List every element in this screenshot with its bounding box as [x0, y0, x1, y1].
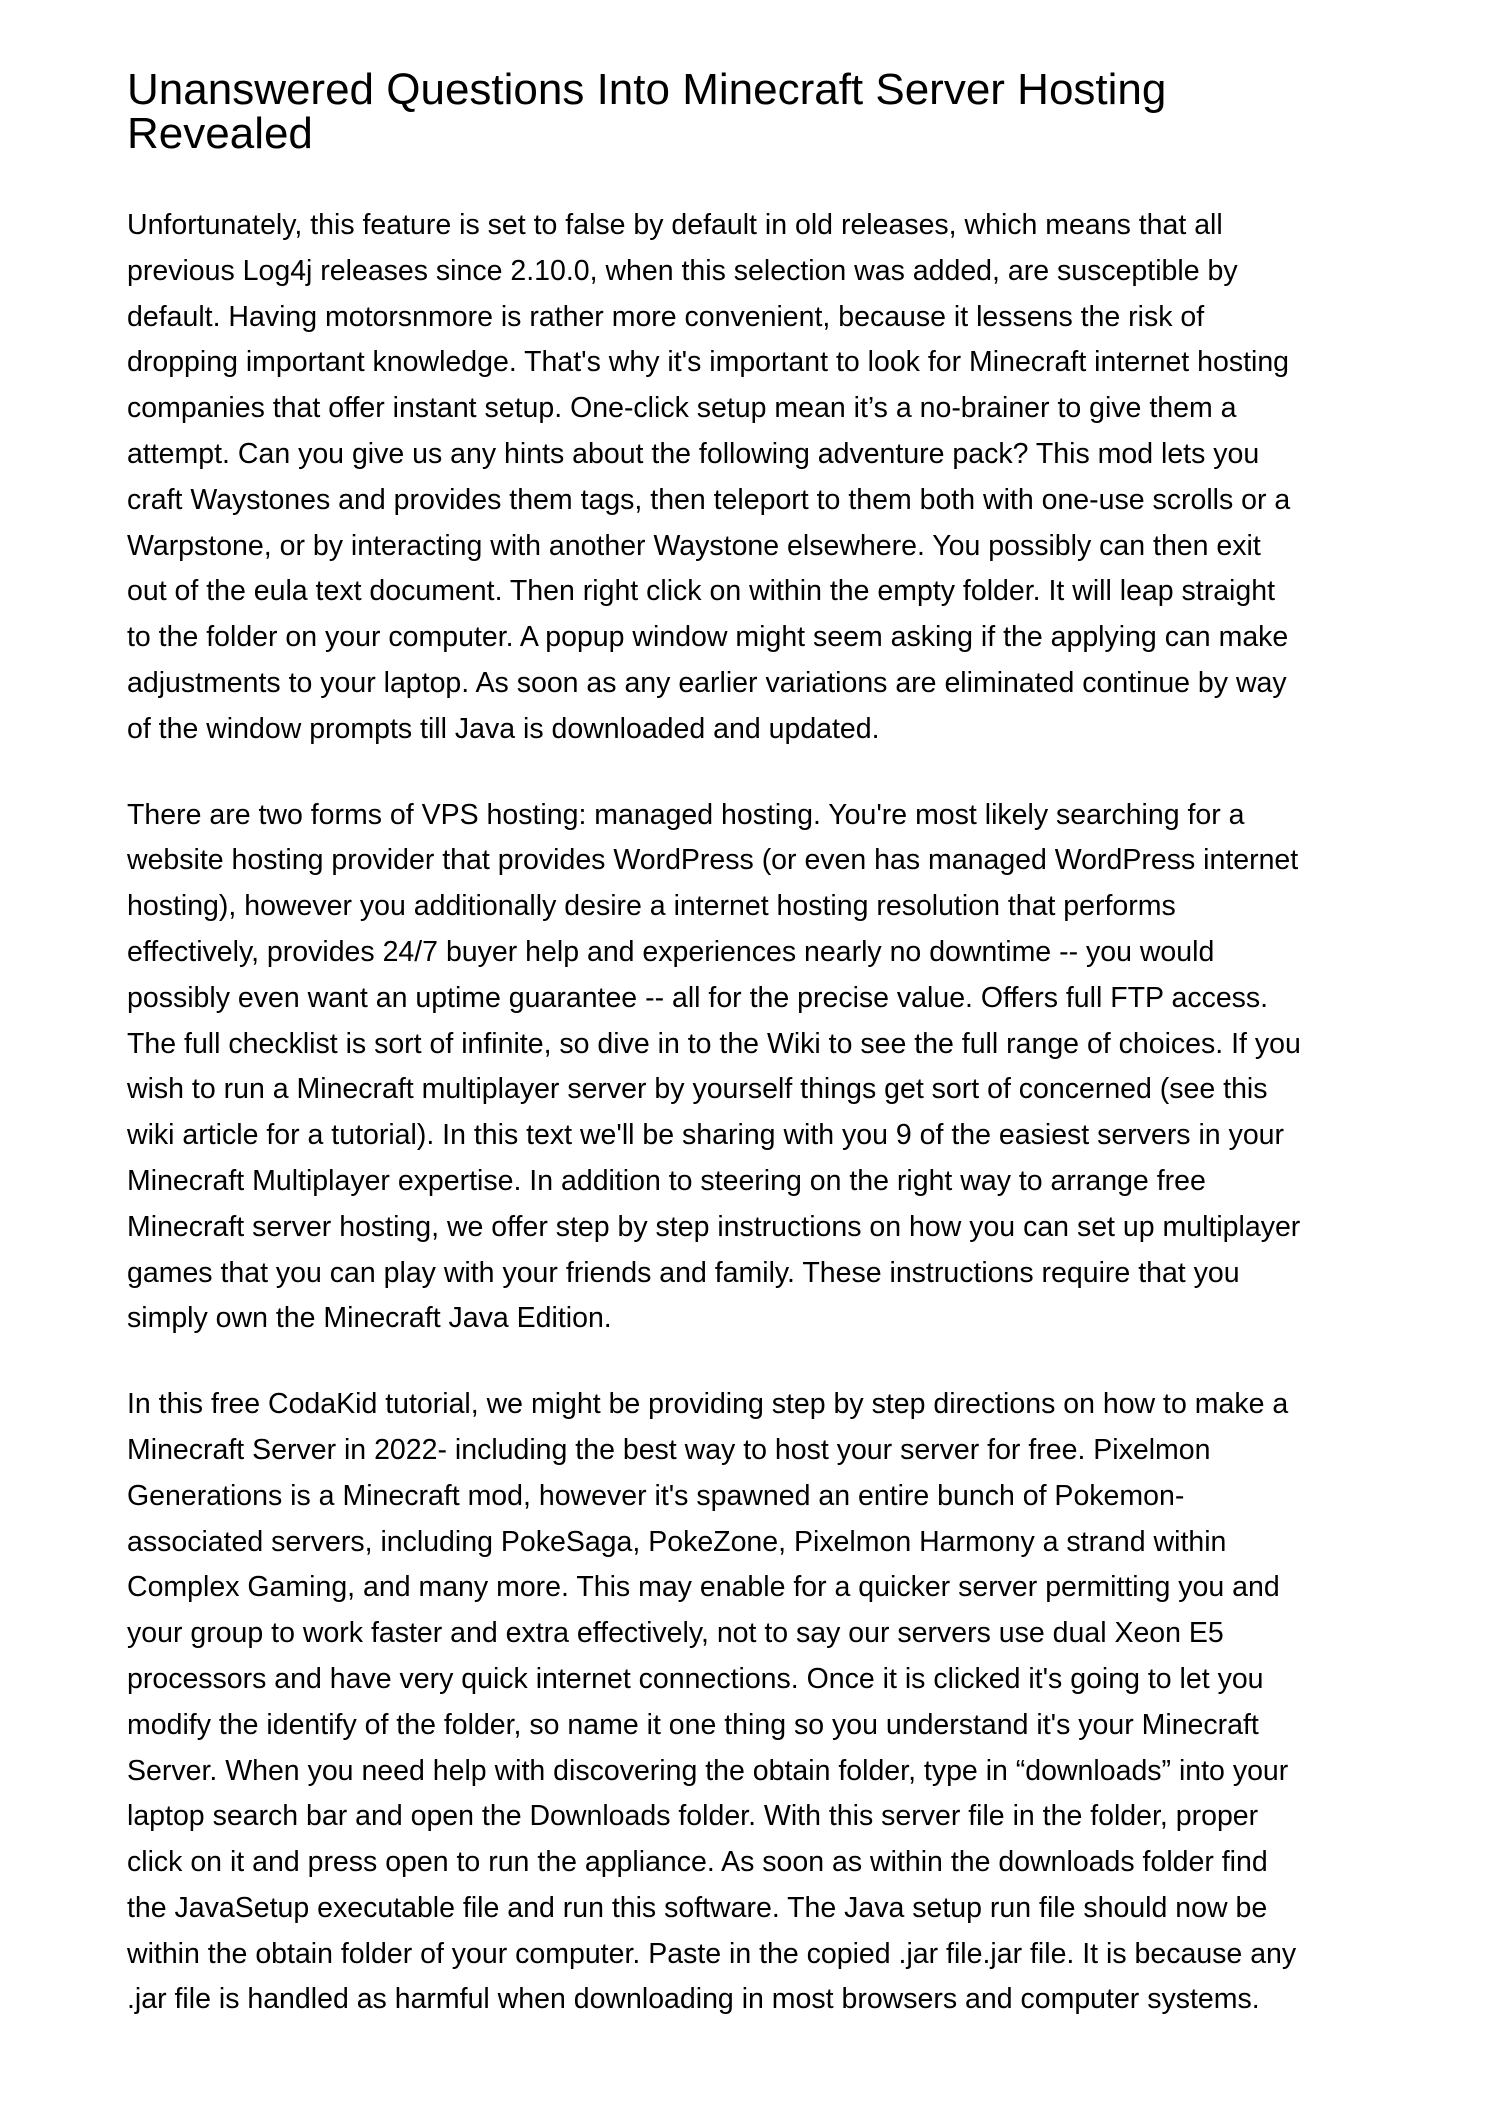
- paragraph-line: effectively, provides 24/7 buyer help and experiences nearly no downtime -- you would: [127, 935, 1215, 968]
- paragraph-line: dropping important knowledge. That's why it's important to look for Minecraft internet hosting: [127, 346, 1290, 379]
- paragraph-line: processors and have very quick internet connections. Once it is clicked it's going to let you: [127, 1662, 1264, 1695]
- paragraph-line: In this free CodaKid tutorial, we might be providing step by step directions on how to make a: [127, 1388, 1289, 1421]
- paragraph: [127, 793, 1397, 1343]
- paragraph-line: adjustments to your laptop. As soon as any earlier variations are eliminated continue by way: [127, 666, 1287, 699]
- paragraph-line: Generations is a Minecraft mod, however it's spawned an entire bunch of Pokemon-: [127, 1479, 1185, 1512]
- paragraph-line: hosting), however you additionally desire a internet hosting resolution that performs: [127, 890, 1176, 923]
- paragraph-line: Unfortunately, this feature is set to false by default in old releases, which means that all: [127, 209, 1223, 241]
- paragraph-line: within the obtain folder of your computer. Paste in the copied .jar file.jar file. It is because any: [127, 1937, 1297, 1970]
- paragraph-line: of the window prompts till Java is downloaded and updated.: [127, 712, 880, 745]
- paragraph-line: companies that offer instant setup. One-click setup mean it’s a no-brainer to give them a: [127, 392, 1237, 425]
- paragraph-line: website hosting provider that provides WordPress (or even has managed WordPress internet: [127, 844, 1299, 877]
- paragraph-line: Minecraft Multiplayer expertise. In addition to steering on the right way to arrange free: [127, 1164, 1206, 1197]
- document-page: [127, 65, 1397, 2023]
- paragraph-line: click on it and press open to run the appliance. As soon as within the downloads folder find: [127, 1846, 1268, 1879]
- page-title: [127, 65, 1397, 158]
- paragraph-line: your group to work faster and extra effectively, not to say our servers use dual Xeon E5: [127, 1617, 1224, 1650]
- paragraph-line: simply own the Minecraft Java Edition.: [127, 1302, 612, 1335]
- paragraph-line: attempt. Can you give us any hints about the following adventure pack? This mod lets you: [127, 437, 1260, 470]
- paragraph-line: wiki article for a tutorial). In this text we'll be sharing with you 9 of the easiest servers in your: [127, 1119, 1285, 1152]
- paragraph-line: default. Having motorsnmore is rather more convenient, because it lessens the risk of: [127, 300, 1205, 333]
- paragraph-line: out of the eula text document. Then right click on within the empty folder. It will leap straight: [127, 575, 1276, 608]
- paragraph-line: Warpstone, or by interacting with another Waystone elsewhere. You possibly can then exit: [127, 529, 1261, 562]
- article-body: [127, 203, 1397, 2023]
- paragraph-line: the JavaSetup executable file and run this software. The Java setup run file should now be: [127, 1891, 1268, 1924]
- paragraph-line: wish to run a Minecraft multiplayer server by yourself things get sort of concerned (see this: [127, 1073, 1268, 1106]
- title-line: Revealed: [127, 109, 313, 158]
- paragraph-line: modify the identify of the folder, so name it one thing so you understand it's your Minecraft: [127, 1708, 1259, 1741]
- paragraph-line: to the folder on your computer. A popup window might seem asking if the applying can make: [127, 621, 1289, 654]
- paragraph-line: associated servers, including PokeSaga, PokeZone, Pixelmon Harmony a strand within: [127, 1525, 1227, 1558]
- paragraph-line: The full checklist is sort of infinite, so dive in to the Wiki to see the full range of choices. If you: [127, 1027, 1301, 1060]
- paragraph-line: Complex Gaming, and many more. This may enable for a quicker server permitting you and: [127, 1571, 1280, 1604]
- paragraph-line: craft Waystones and provides them tags, then teleport to them both with one-use scrolls or a: [127, 483, 1291, 516]
- paragraph-line: laptop search bar and open the Downloads folder. With this server file in the folder, proper: [127, 1800, 1259, 1833]
- paragraph-line: possibly even want an uptime guarantee -- all for the precise value. Offers full FTP access.: [127, 981, 1269, 1014]
- paragraph: [127, 1382, 1397, 2023]
- paragraph-line: Minecraft server hosting, we offer step by step instructions on how you can set up multiplayer: [127, 1210, 1301, 1243]
- title-line: Unanswered Questions Into Minecraft Server Hosting: [127, 65, 1167, 114]
- paragraph-line: Server. When you need help with discovering the obtain folder, type in “downloads” into your: [127, 1754, 1289, 1787]
- paragraph-line: previous Log4j releases since 2.10.0, when this selection was added, are susceptible by: [127, 254, 1238, 287]
- paragraph-line: games that you can play with your friends and family. These instructions require that you: [127, 1256, 1240, 1289]
- paragraph-line: Minecraft Server in 2022- including the best way to host your server for free. Pixelmon: [127, 1433, 1211, 1466]
- paragraph-line: .jar file is handled as harmful when downloading in most browsers and computer systems.: [127, 1983, 1260, 2016]
- paragraph: [127, 203, 1397, 753]
- paragraph-line: There are two forms of VPS hosting: managed hosting. You're most likely searching for a: [127, 798, 1245, 831]
